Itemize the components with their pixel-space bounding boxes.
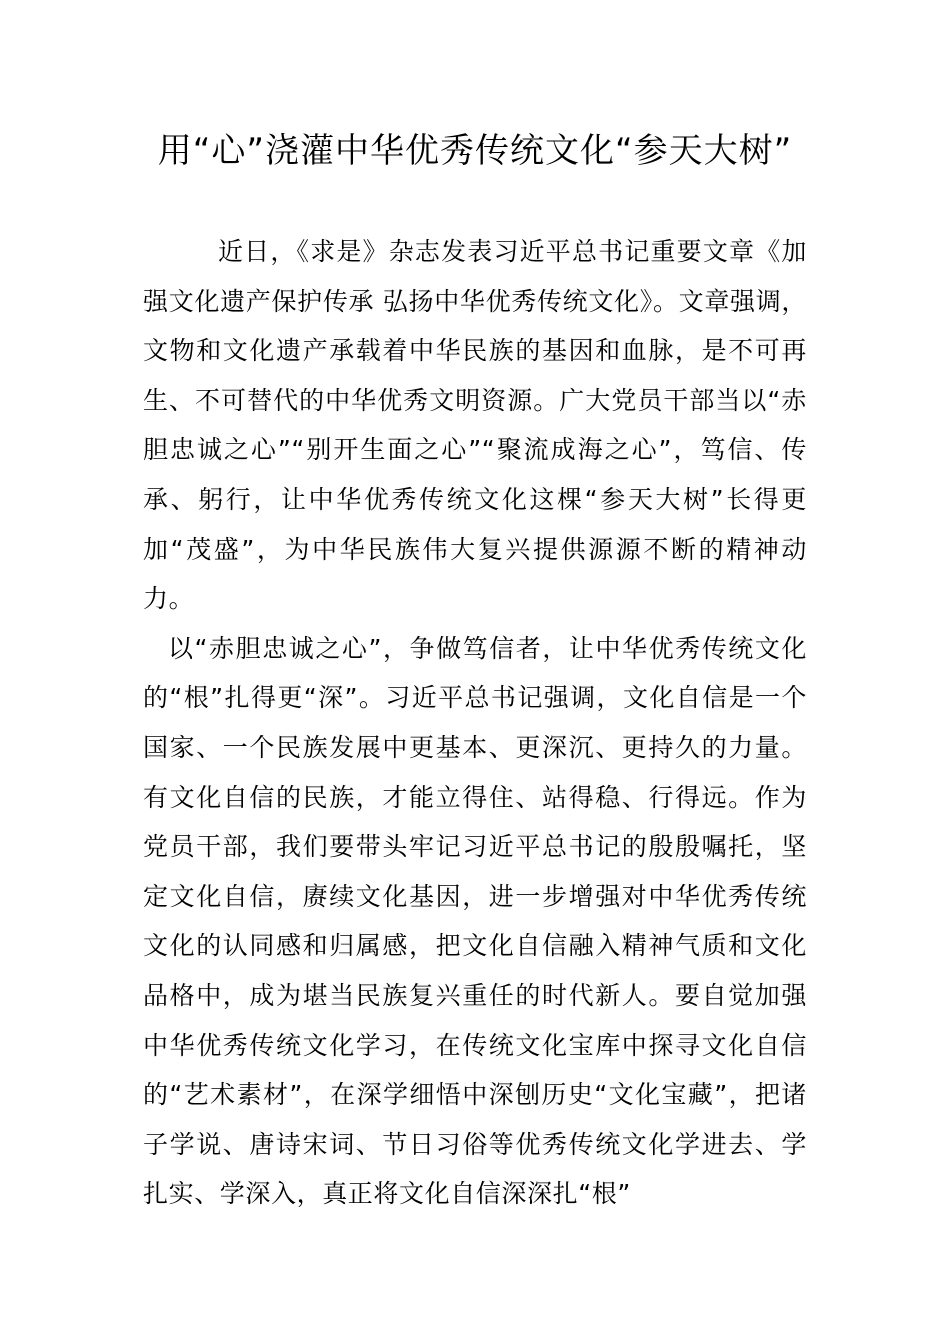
document-body [143,227,807,1219]
paragraph-loyal-heart: 以“赤胆忠诚之心”，争做笃信者，让中华优秀传统文化的“根”扎得更“深”。习近平总书记强调，文化自信是一个国家、一个民族发展中更基本、更深沉、更持久的力量。有文化自信的民族，才能立得住、站得稳、行得远。作为党员干部，我们要带头牢记习近平总书记的殷殷嘱托，坚定文化自信，赓续文化基因，进一步增强对中华优秀传统文化的认同感和归属感，把文化自信融入精神气质和文化品格中，成为堪当民族复兴重任的时代新人。要自觉加强中华优秀传统文化学习，在传统文化宝库中探寻文化自信的“艺术素材”，在深学细悟中深刨历史“文化宝藏”，把诸子学说、唐诗宋词、节日习俗等优秀传统文化学进去、学扎实、学深入，真正将文化自信深深扎“根” [143,633,807,1209]
document-title: 用“心”浇灌中华优秀传统文化“参天大树” [157,131,793,171]
paragraph-intro: 近日，《求是》杂志发表习近平总书记重要文章《加强文化遗产保护传承 弘扬中华优秀传统文化》。文章强调，文物和文化遗产承载着中华民族的基因和血脉，是不可再生、不可替代的中华优秀文明资源。广大党员干部当以“赤胆忠诚之心”“别开生面之心”“聚流成海之心”，笃信、传承、躬行，让中华优秀传统文化这棵“参天大树”长得更加“茂盛”，为中华民族伟大复兴提供源源不断的精神动力。 [143,237,807,614]
